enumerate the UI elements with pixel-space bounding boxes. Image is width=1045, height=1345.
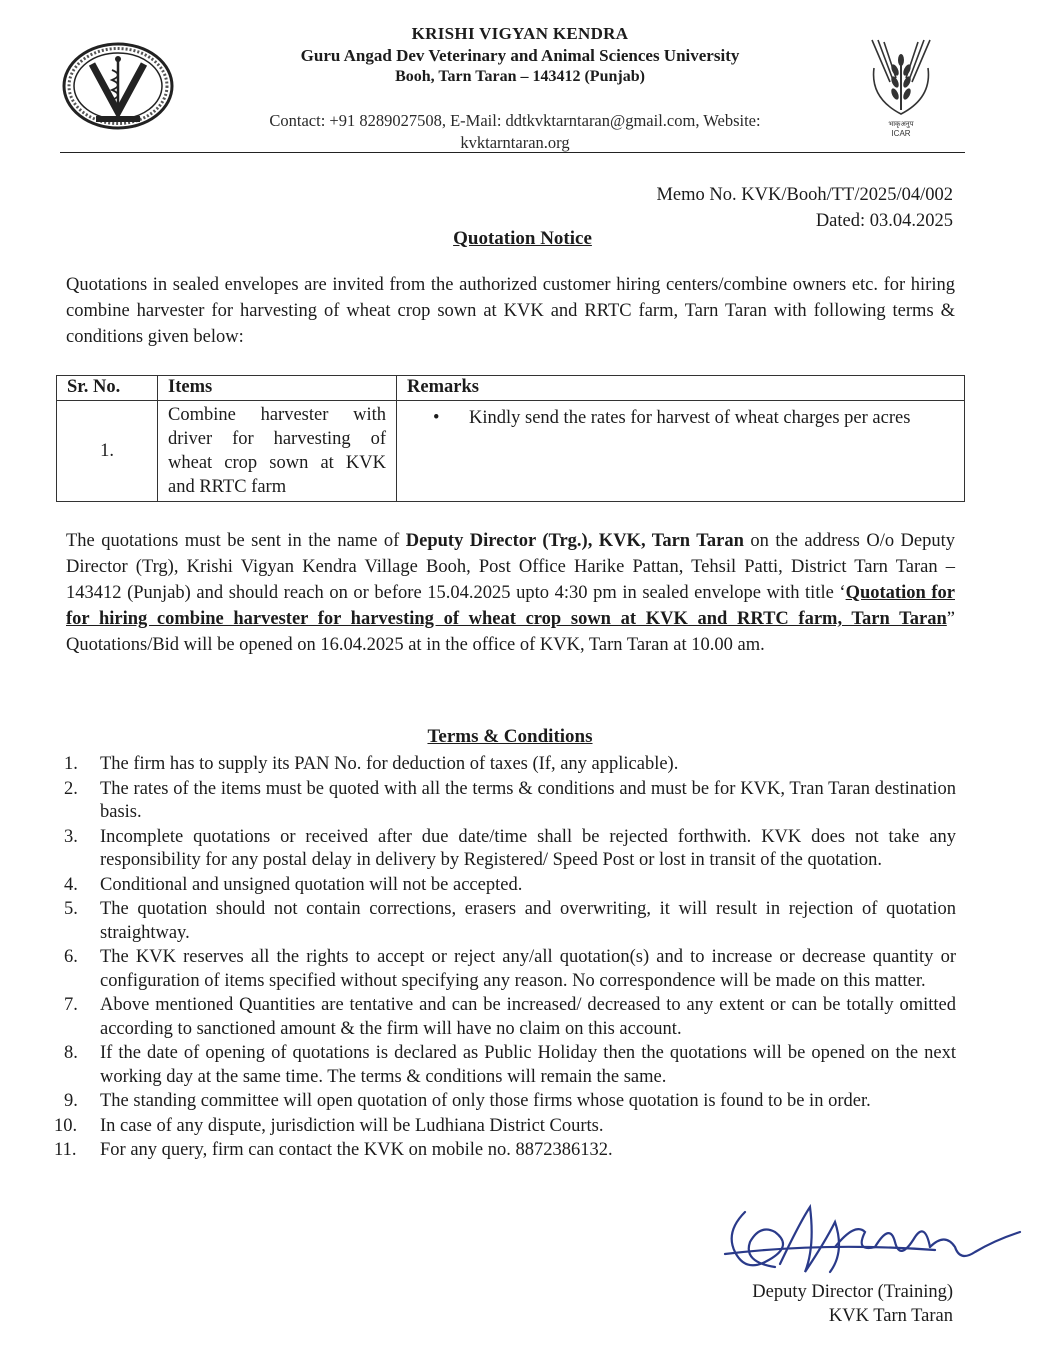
submission-text-3: ” Quotations/Bid will be opened on 16.04.2025 at in the office of KVK, Tarn Taran at 10.00 am. [66, 609, 955, 655]
term-text: The rates of the items must be quoted with all the terms & conditions and must be for KVK, Tran Taran destination basis. [100, 778, 956, 822]
university-logo-icon [62, 42, 174, 130]
list-item [60, 753, 956, 777]
org-address: Booh, Tarn Taran – 143412 (Punjab) [395, 68, 645, 85]
signatory-block [752, 1280, 953, 1328]
svg-text:भाकृअनुप: भाकृअनुप [888, 121, 914, 128]
cell-item: Combine harvester with driver for harvesting of wheat crop sown at KVK and RRTC farm [158, 401, 397, 502]
cell-remark [397, 401, 965, 502]
term-text: For any query, firm can contact the KVK on mobile no. 8872386132. [100, 1140, 613, 1160]
col-header-remarks: Remarks [397, 376, 965, 401]
icar-label: ICAR [891, 129, 911, 138]
term-number: 5. [64, 899, 78, 919]
list-item [60, 778, 956, 825]
term-text: If the date of opening of quotations is declared as Public Holiday then the quotations will be opened on the next working day at the same time. The terms & conditions will remain the same. [100, 1043, 956, 1087]
intro-paragraph: Quotations in sealed envelopes are invited from the authorized customer hiring centers/combine owners etc. for hiring combine harvester for harvesting of wheat crop sown at KVK and RRTC farm, Tarn Taran with following terms & conditions given below: [66, 275, 955, 347]
letterhead [0, 0, 1045, 160]
submission-text-2: on the address O/o Deputy Director (Trg), Krishi Vigyan Kendra Village Booh, Post Office Harike Pattan, Tehsil Patti, District Tarn Taran – 143412 (Punjab) and should reach on or before 15.04.2025 upto 4:30 pm in sealed envelope with title ‘ [66, 531, 956, 603]
envelope-title: Quotation for for hiring combine harvester for harvesting of wheat crop sown at KVK and RRTC farm, Tarn Taran [66, 583, 955, 629]
cell-sr-no: 1. [57, 401, 158, 502]
page-title: Quotation Notice [453, 228, 592, 249]
addressee: Deputy Director (Trg.), KVK, Tarn Taran [405, 531, 744, 551]
signatory-office: KVK Tarn Taran [828, 1306, 953, 1326]
list-item [60, 994, 956, 1041]
signatory-designation: Deputy Director (Training) [752, 1282, 953, 1302]
list-item [60, 946, 956, 993]
list-item [54, 1139, 956, 1163]
terms-heading: Terms & Conditions [427, 726, 593, 747]
table-row [57, 401, 965, 502]
term-number: 3. [64, 826, 78, 847]
memo-number: Memo No. KVK/Booh/TT/2025/04/002 [656, 185, 953, 205]
contact-line: Contact: +91 8289027508, E-Mail: ddtkvktarntaran@gmail.com, Website: [269, 111, 761, 130]
term-text: Above mentioned Quantities are tentative and can be increased/ decreased to any extent or can be totally omitted according to sanctioned amount & the firm will have no claim on this account. [100, 995, 956, 1039]
term-text: The KVK reserves all the rights to accept or reject any/all quotation(s) and to increase or decrease quantity or configuration of items specified without specifying any reason. No correspondence will be made on this matter. [100, 947, 956, 991]
term-number: 6. [64, 947, 78, 967]
term-text: Incomplete quotations or received after due date/time shall be rejected forthwith. KVK does not take any responsibility for any postal delay in delivery by Registered/ Speed Post or lost in transit of the quotation. [100, 826, 956, 870]
term-text: The quotation should not contain corrections, erasers and overwriting, it will result in rejection of quotation straightway. [100, 899, 956, 943]
term-number: 11. [54, 1140, 77, 1160]
memo-date: Dated: 03.04.2025 [815, 211, 953, 231]
term-number: 4. [64, 874, 78, 895]
list-item [60, 1042, 956, 1089]
list-item [60, 826, 956, 873]
website-line: kvktarntaran.org [460, 133, 570, 152]
col-header-items: Items [158, 376, 397, 401]
term-number: 10. [54, 1115, 78, 1136]
submission-paragraph [66, 528, 955, 658]
term-text: The firm has to supply its PAN No. for deduction of taxes (If, any applicable). [100, 754, 679, 774]
university-name: Guru Angad Dev Veterinary and Animal Sciences University [300, 46, 740, 65]
contact-info [205, 110, 825, 154]
header-divider [60, 152, 965, 153]
list-item [60, 874, 956, 898]
term-text: In case of any dispute, jurisdiction will be Ludhiana District Courts. [100, 1115, 604, 1136]
memo-block [656, 182, 953, 234]
remark-text: Kindly send the rates for harvest of wheat charges per acres [469, 408, 911, 428]
term-number: 2. [64, 778, 78, 799]
term-text: Conditional and unsigned quotation will not be accepted. [100, 874, 523, 895]
term-number: 7. [64, 995, 78, 1015]
term-number: 9. [64, 1091, 78, 1111]
bullet-icon: • [433, 408, 440, 428]
items-table [56, 375, 965, 502]
org-name: KRISHI VIGYAN KENDRA [411, 24, 629, 43]
list-item [60, 898, 956, 945]
term-number: 8. [64, 1043, 78, 1063]
table-header-row [57, 376, 965, 401]
submission-text-1: The quotations must be sent in the name of [66, 531, 406, 551]
col-header-sr-no: Sr. No. [57, 376, 158, 401]
list-item [54, 1115, 956, 1139]
icar-logo-icon [864, 38, 938, 138]
term-number: 1. [64, 754, 78, 774]
terms-list [54, 753, 956, 1164]
term-text: The standing committee will open quotation of only those firms whose quotation is found to be in order. [100, 1091, 871, 1111]
list-item [60, 1090, 956, 1114]
